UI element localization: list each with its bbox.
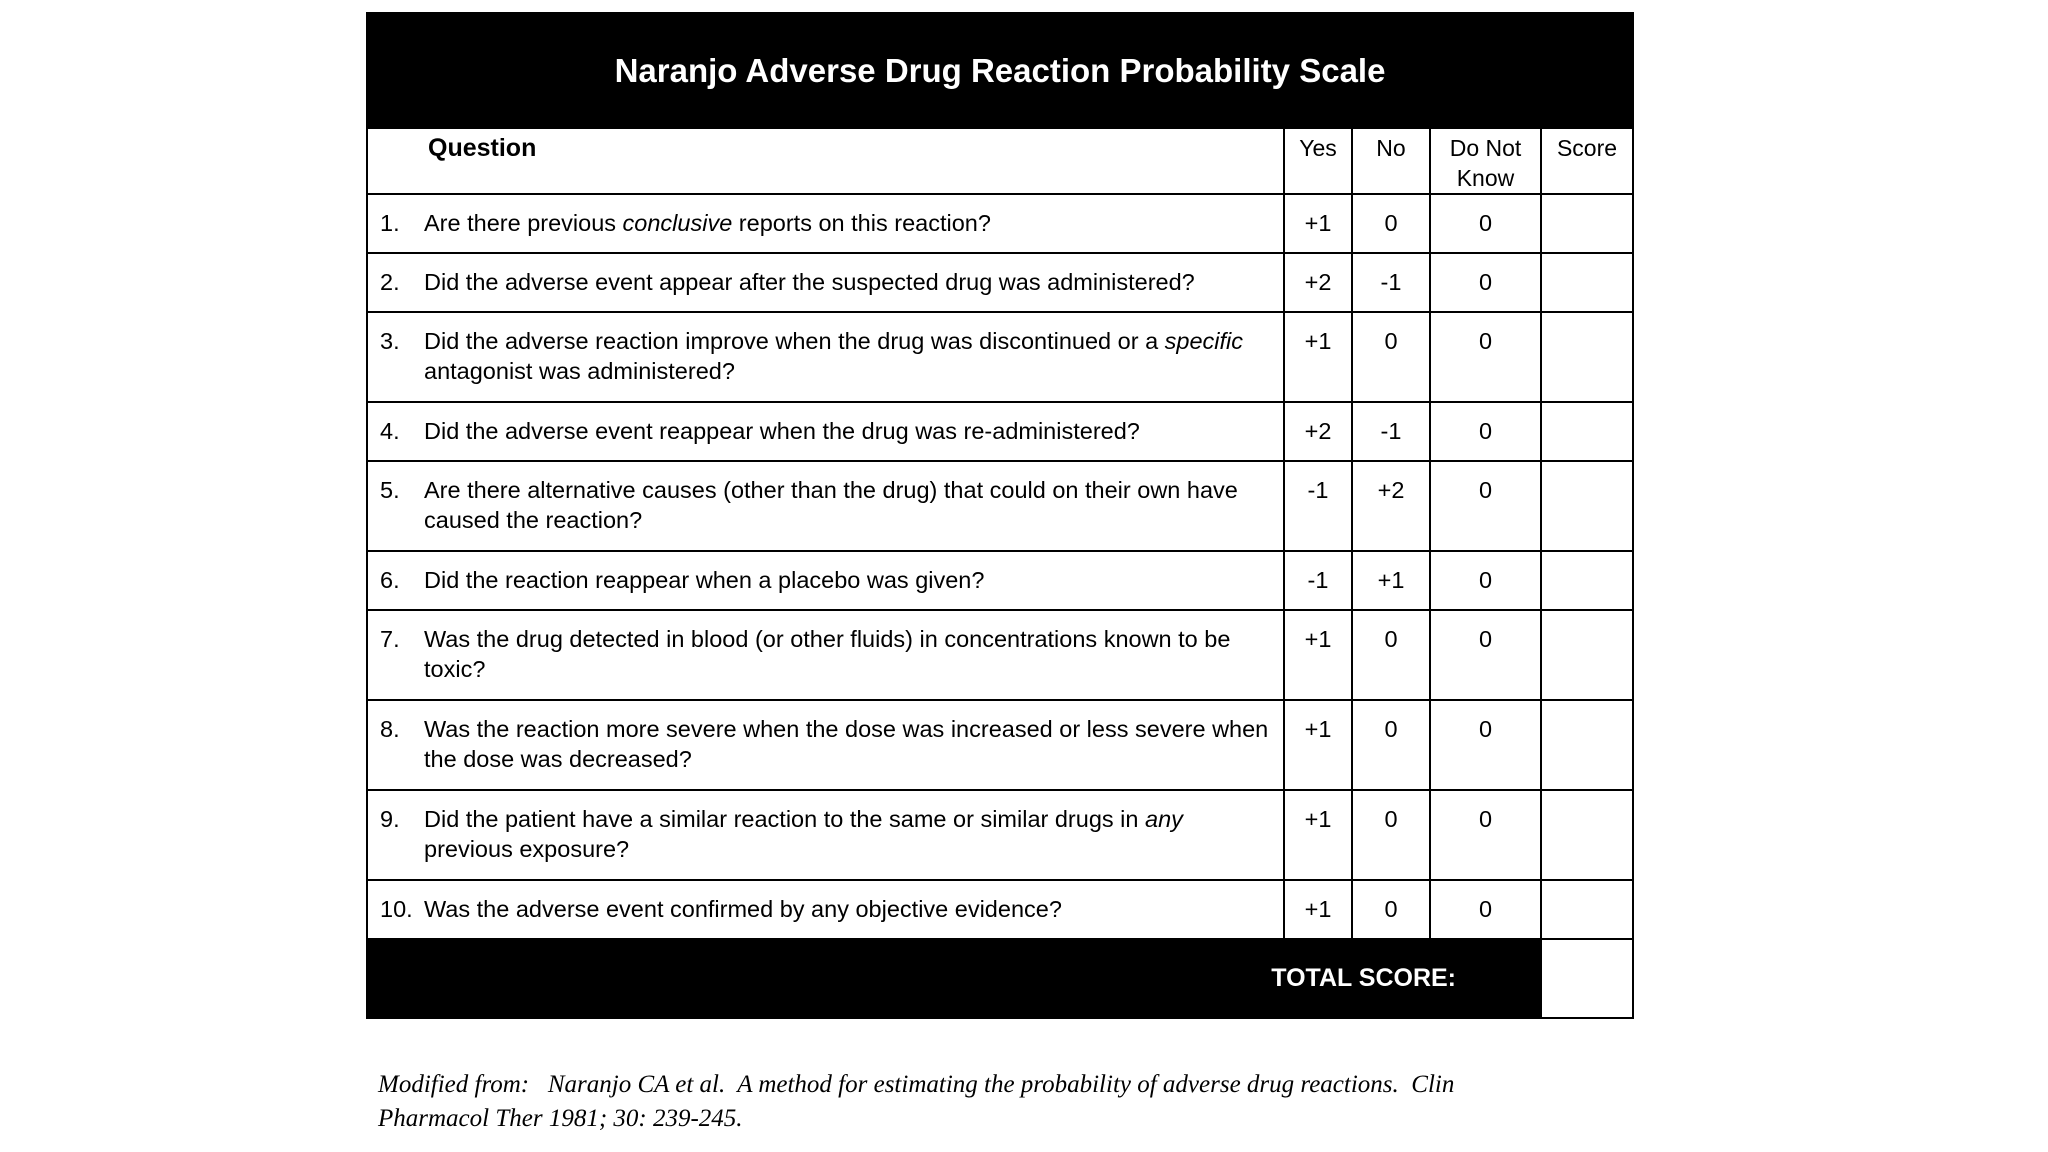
no-value: 0: [1352, 312, 1430, 402]
no-value: 0: [1352, 610, 1430, 700]
column-header-do-not-know-line2: Know: [1456, 165, 1515, 191]
question-number: 8.: [380, 716, 400, 742]
yes-value: +1: [1284, 194, 1352, 253]
question-text-emphasis: any: [1145, 806, 1183, 832]
question-row-3: [367, 312, 1633, 402]
question-text: [424, 624, 1277, 684]
question-text-part: antagonist was administered?: [424, 358, 735, 384]
score-input-cell[interactable]: [1541, 253, 1633, 312]
question-number: 10.: [380, 896, 413, 922]
question-number: 3.: [380, 328, 400, 354]
question-cell: [367, 551, 1284, 610]
question-text: [424, 326, 1277, 386]
citation: [378, 1068, 1658, 1136]
column-header-do-not-know: [1430, 128, 1541, 194]
question-cell: [367, 402, 1284, 461]
yes-value: +1: [1284, 700, 1352, 790]
question-text-part: Was the drug detected in blood (or other fluids) in concentrations known to be toxic?: [424, 626, 1231, 682]
do-not-know-value: 0: [1430, 402, 1541, 461]
no-value: +1: [1352, 551, 1430, 610]
question-row-1: [367, 194, 1633, 253]
score-input-cell[interactable]: [1541, 700, 1633, 790]
yes-value: +1: [1284, 880, 1352, 939]
question-text-emphasis: specific: [1164, 328, 1244, 354]
column-header-yes: Yes: [1284, 128, 1352, 194]
score-input-cell[interactable]: [1541, 610, 1633, 700]
yes-value: +1: [1284, 610, 1352, 700]
question-row-8: [367, 700, 1633, 790]
column-header-do-not-know-line1: Do Not: [1449, 135, 1522, 161]
question-cell: [367, 880, 1284, 939]
column-header-no: No: [1352, 128, 1430, 194]
question-text-part: Did the adverse reaction improve when the drug was discontinued or a: [424, 328, 1165, 354]
question-text: [424, 267, 1277, 297]
column-header-question: Question: [367, 128, 1284, 194]
no-value: 0: [1352, 880, 1430, 939]
total-score-label: TOTAL SCORE:: [367, 939, 1541, 1018]
question-row-7: [367, 610, 1633, 700]
question-number: 6.: [380, 567, 400, 593]
question-text: [424, 804, 1277, 864]
citation-line-1: Modified from: Naranjo CA et al. A method for estimating the probability of adverse drug reactions. Clin: [378, 1071, 1455, 1098]
total-score-input-cell[interactable]: [1541, 939, 1633, 1018]
question-text-part: Did the patient have a similar reaction to the same or similar drugs in: [424, 806, 1145, 832]
yes-value: +1: [1284, 312, 1352, 402]
question-cell: [367, 194, 1284, 253]
question-cell: [367, 253, 1284, 312]
yes-value: +2: [1284, 402, 1352, 461]
score-input-cell[interactable]: [1541, 880, 1633, 939]
no-value: 0: [1352, 790, 1430, 880]
score-input-cell[interactable]: [1541, 790, 1633, 880]
question-cell: [367, 461, 1284, 551]
question-text: [424, 714, 1277, 774]
question-number: 5.: [380, 477, 400, 503]
yes-value: +2: [1284, 253, 1352, 312]
question-text-part: Did the adverse event appear after the suspected drug was administered?: [424, 269, 1195, 295]
question-number: 9.: [380, 806, 400, 832]
do-not-know-value: 0: [1430, 312, 1541, 402]
no-value: -1: [1352, 253, 1430, 312]
question-text: [424, 208, 1277, 238]
question-row-5: [367, 461, 1633, 551]
question-row-6: [367, 551, 1633, 610]
do-not-know-value: 0: [1430, 790, 1541, 880]
question-text-part: reports on this reaction?: [732, 210, 991, 236]
no-value: +2: [1352, 461, 1430, 551]
question-text-part: previous exposure?: [424, 836, 630, 862]
question-cell: [367, 700, 1284, 790]
question-number: 2.: [380, 269, 400, 295]
total-row: [367, 939, 1633, 1018]
question-number: 1.: [380, 210, 400, 236]
question-text-part: Was the reaction more severe when the dose was increased or less severe when the dose was decreased?: [424, 716, 1269, 772]
question-text: [424, 894, 1277, 924]
no-value: -1: [1352, 402, 1430, 461]
do-not-know-value: 0: [1430, 194, 1541, 253]
score-input-cell[interactable]: [1541, 402, 1633, 461]
question-text-part: Are there previous: [424, 210, 623, 236]
question-row-2: [367, 253, 1633, 312]
question-row-4: [367, 402, 1633, 461]
do-not-know-value: 0: [1430, 880, 1541, 939]
question-text-part: Are there alternative causes (other than the drug) that could on their own have caused the reaction?: [424, 477, 1238, 533]
yes-value: +1: [1284, 790, 1352, 880]
question-cell: [367, 610, 1284, 700]
score-input-cell[interactable]: [1541, 461, 1633, 551]
naranjo-scale-table: [366, 12, 1634, 1019]
column-header-score: Score: [1541, 128, 1633, 194]
question-text-part: Did the adverse event reappear when the drug was re-administered?: [424, 418, 1140, 444]
question-text: [424, 565, 1277, 595]
score-input-cell[interactable]: [1541, 551, 1633, 610]
do-not-know-value: 0: [1430, 461, 1541, 551]
no-value: 0: [1352, 700, 1430, 790]
question-number: 4.: [380, 418, 400, 444]
question-text-part: Was the adverse event confirmed by any objective evidence?: [424, 896, 1062, 922]
do-not-know-value: 0: [1430, 700, 1541, 790]
header-row: [367, 128, 1633, 194]
title-row: [367, 13, 1633, 128]
citation-line-2: Pharmacol Ther 1981; 30: 239-245.: [378, 1105, 743, 1132]
question-row-9: [367, 790, 1633, 880]
page-title: Naranjo Adverse Drug Reaction Probability Scale: [367, 13, 1633, 128]
question-text: [424, 416, 1277, 446]
do-not-know-value: 0: [1430, 253, 1541, 312]
do-not-know-value: 0: [1430, 610, 1541, 700]
question-cell: [367, 312, 1284, 402]
question-row-10: [367, 880, 1633, 939]
question-cell: [367, 790, 1284, 880]
question-number: 7.: [380, 626, 400, 652]
score-input-cell[interactable]: [1541, 194, 1633, 253]
question-text-part: Did the reaction reappear when a placebo was given?: [424, 567, 985, 593]
score-input-cell[interactable]: [1541, 312, 1633, 402]
do-not-know-value: 0: [1430, 551, 1541, 610]
yes-value: -1: [1284, 461, 1352, 551]
no-value: 0: [1352, 194, 1430, 253]
question-text: [424, 475, 1277, 535]
question-text-emphasis: conclusive: [622, 210, 733, 236]
yes-value: -1: [1284, 551, 1352, 610]
